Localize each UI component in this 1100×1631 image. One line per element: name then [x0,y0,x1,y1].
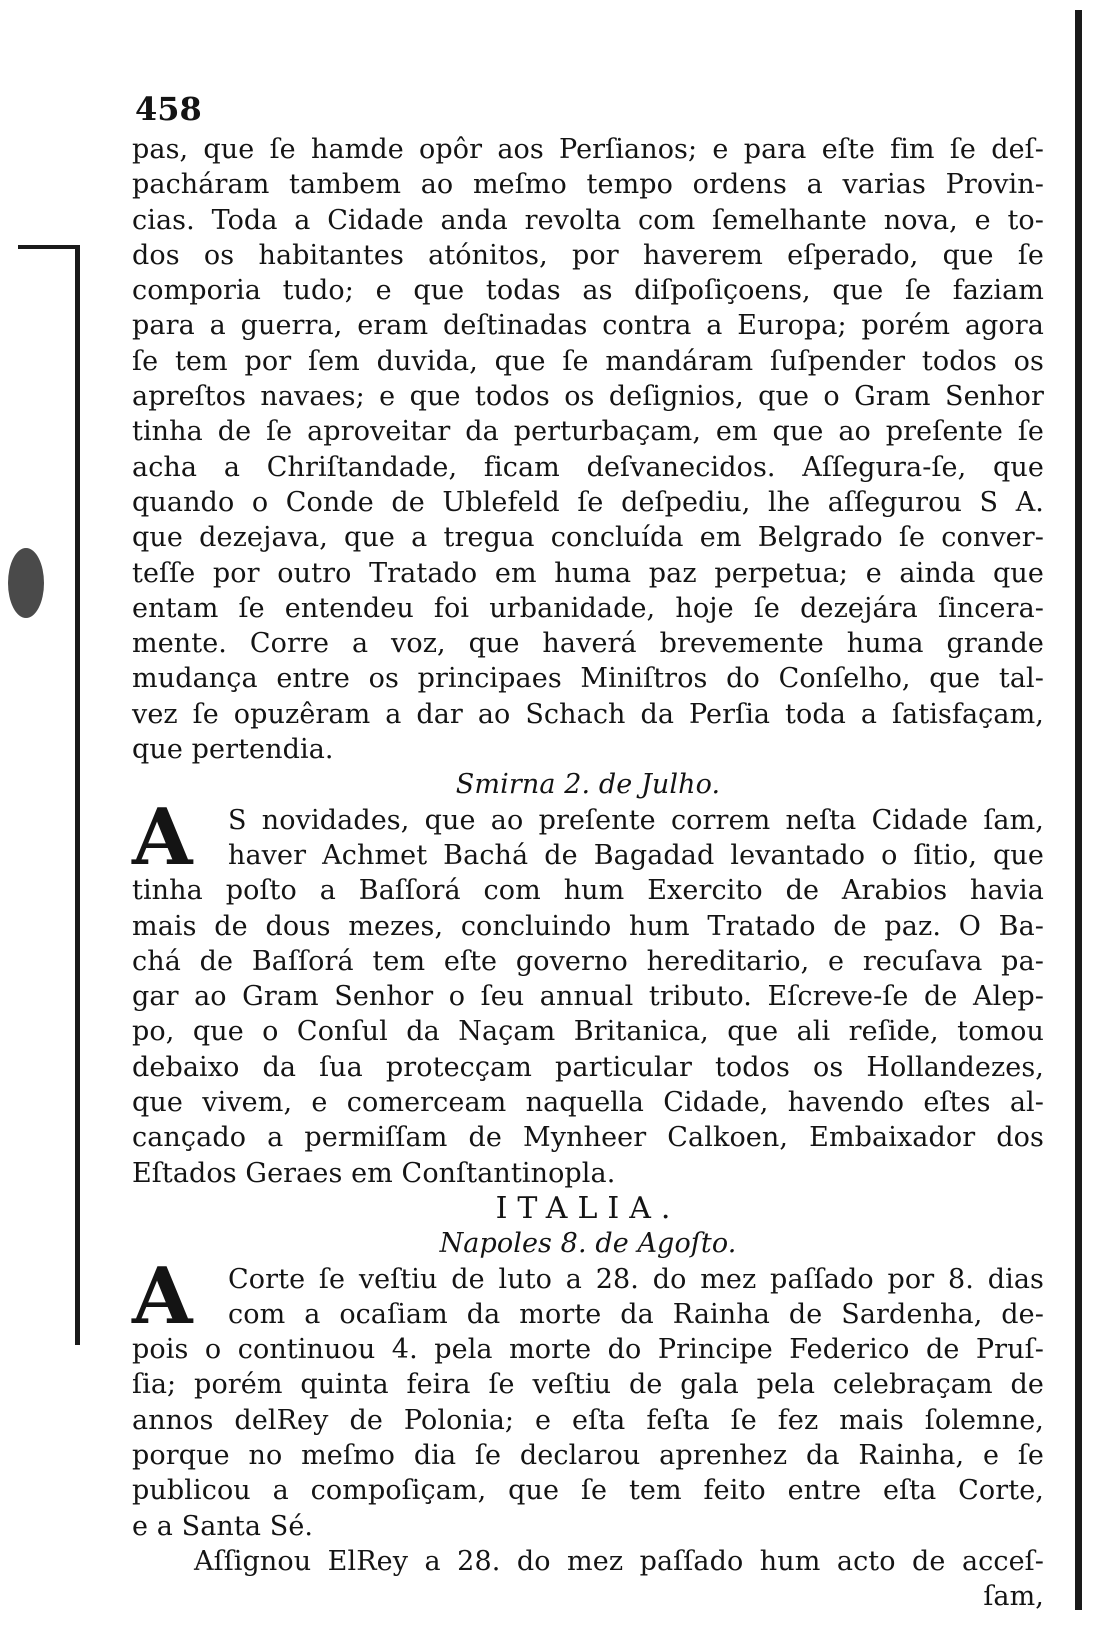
paragraph-3 [132,1250,1044,1544]
text-line: pas, que ſe hamde opôr aos Perſianos; e para eſte fim ſe deſ- [132,134,1044,165]
text-line: acha a Chriſtandade, ficam deſvanecidos. Aſſegura-ſe, que [132,451,1044,483]
page-number: 458 [135,90,202,128]
drop-cap: A [132,1250,193,1342]
text-line: comporia tudo; e que todas as diſpoſiçoens, que ſe faziam [132,275,1044,307]
dateline-napoles: Napoles 8. de Agoſto. [439,1228,737,1260]
page-edge-right [1075,10,1082,1610]
text-line: Eſtados Geraes em Conſtantinopla. [132,1157,616,1189]
text-line: que vivem, e comerceam naquella Cidade, havendo eſtes al- [132,1087,1044,1119]
text-line: porque no meſmo dia ſe declarou aprenhez da Rainha, e ſe [132,1439,1044,1471]
text-line: mais de dous mezes, concluindo hum Tratado de paz. O Ba- [132,910,1044,942]
page-body [132,92,1044,1614]
text-line: gar ao Gram Senhor o ſeu annual tributo. Eſcreve-ſe de Alep- [132,981,1044,1013]
text-line: teſſe por outro Tratado em huma paz perpetua; e ainda que [132,557,1044,589]
section-heading-italia: ITALIA. [495,1190,681,1226]
text-line: dos os habitantes atónitos, por haverem eſperado, que ſe [132,239,1044,271]
text-line: quando o Conde de Ublefeld ſe deſpediu, lhe aſſegurou S A. [132,486,1044,518]
text-line: que pertendia. [132,734,334,766]
text-line: mente. Corre a voz, que haverá brevemente huma grande [132,628,1044,660]
text-line: ſe tem por ſem duvida, que ſe mandáram ſuſpender todos os [132,345,1044,377]
text-line: com a ocaſiam da morte da Rainha de Sardenha, de- [228,1298,1044,1330]
text-line: Corte ſe veſtiu de luto a 28. do mez paſſado por 8. dias [228,1263,1044,1295]
paragraph-1 [132,132,1044,767]
text-line: annos delRey de Polonia; e eſta feſta ſe fez mais ſolemne, [132,1404,1044,1436]
paragraph-2 [132,791,1044,1191]
text-line: para a guerra, eram deſtinadas contra a Europa; porém agora [132,310,1044,342]
text-line: Aſſignou ElRey a 28. do mez paſſado hum acto de acceſ- [194,1545,1044,1577]
text-line: debaixo da ſua protecçam particular todos os Hollandezes, [132,1051,1044,1083]
text-line: vez ſe opuzêram a dar ao Schach da Perſia toda a ſatisfaçam, [132,698,1044,730]
text-line: entam ſe entendeu foi urbanidade, hoje ſe dezejára ſincera- [132,592,1044,624]
text-line: tinha poſto a Baſſorá com hum Exercito de Arabios havia [132,875,1044,907]
text-line: tinha de ſe aproveitar da perturbaçam, em que ao preſente ſe [132,416,1044,448]
text-line: cias. Toda a Cidade anda revolta com ſemelhante nova, e to- [132,204,1044,236]
paragraph-4 [132,1544,1044,1615]
ink-blot [8,548,44,618]
drop-cap: A [132,791,193,883]
text-line: pacháram tambem ao meſmo tempo ordens a varias Provin- [132,169,1044,201]
text-line: que dezejava, que a tregua concluída em Belgrado ſe conver- [132,522,1044,554]
text-line: ſia; porém quinta feira ſe veſtiu de gala pela celebraçam de [132,1369,1044,1401]
text-line: publicou a compoſiçam, que ſe tem feito entre eſta Corte, [132,1475,1044,1507]
text-line: cançado a permiſſam de Mynheer Calkoen, Embaixador dos [132,1122,1044,1154]
text-line: e a Santa Sé. [132,1510,314,1542]
text-line: haver Achmet Bachá de Bagadad levantado o ſitio, que [228,839,1044,871]
catchword: ſam, [983,1581,1044,1613]
text-line: pois o continuou 4. pela morte do Principe Federico de Pruſ- [132,1334,1044,1366]
text-line: chá de Baſſorá tem eſte governo hereditario, e recuſava pa- [132,945,1044,977]
text-line: po, que o Conſul da Naçam Britanica, que ali reſide, tomou [132,1016,1044,1048]
text-line: apreſtos navaes; e que todos os deſignios, que o Gram Senhor [132,381,1044,413]
page-edge-left [18,245,80,1345]
text-line: mudança entre os principaes Miniſtros do Conſelho, que tal- [132,663,1044,695]
text-line: S novidades, que ao preſente correm neſta Cidade ſam, [228,804,1044,836]
dateline-smirna: Smirna 2. de Julho. [455,769,721,801]
